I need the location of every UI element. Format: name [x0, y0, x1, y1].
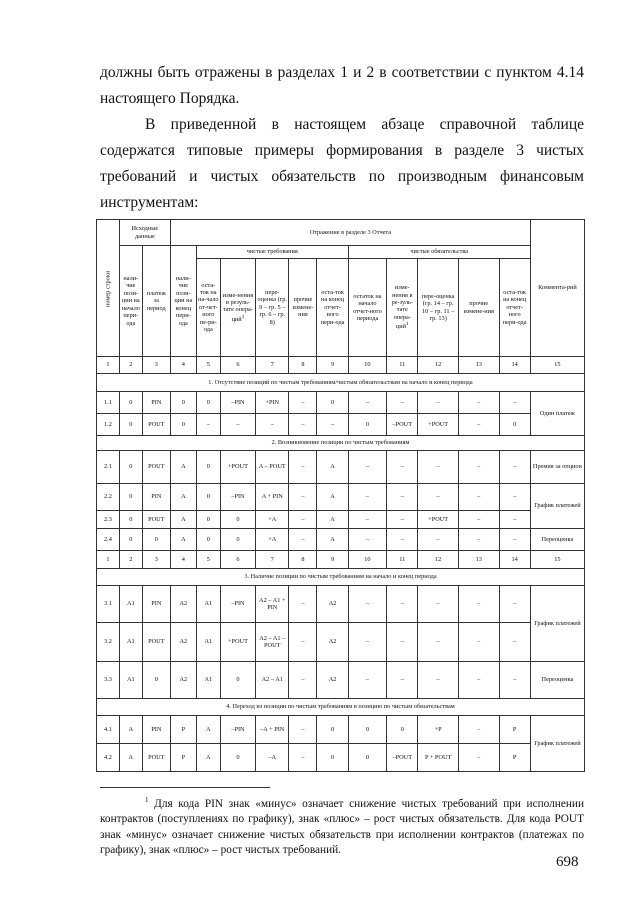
table-cell: –: [348, 392, 386, 414]
table-cell: 0: [220, 511, 255, 529]
table-cell: +POUT: [220, 451, 255, 484]
table-cell: –: [418, 529, 459, 551]
header-claims-end: оста-ток на конец отчет-ного пери-ода: [317, 259, 348, 357]
table-cell: –: [289, 451, 317, 484]
table-cell: P: [170, 744, 196, 772]
column-number-cell: 7: [256, 357, 289, 374]
table-cell: 0: [196, 392, 220, 414]
header-presence-start: нали-чие пози-ции на начало пери-ода: [119, 246, 142, 357]
table-cell: A: [119, 744, 142, 772]
footnote: [100, 793, 584, 859]
column-number-cell: 14: [499, 551, 530, 569]
column-number-cell: 13: [458, 357, 499, 374]
table-cell: –: [458, 529, 499, 551]
table-cell: –: [348, 623, 386, 662]
table-cell: A2: [317, 623, 348, 662]
column-number-cell: 9: [317, 357, 348, 374]
table-cell: A: [196, 716, 220, 744]
table-cell: 0: [348, 716, 386, 744]
table-cell: –: [458, 716, 499, 744]
row-number-cell: 3.3: [97, 662, 120, 699]
row-number-cell: 2.2: [97, 484, 120, 511]
table-cell: 0: [317, 392, 348, 414]
table-cell: 0: [119, 414, 142, 436]
header-liab-other: прочие измене-ния: [458, 259, 499, 357]
table-cell: –: [348, 511, 386, 529]
table-cell: 0: [119, 484, 142, 511]
row-number-cell: 1.1: [97, 392, 120, 414]
table-cell: +POUT: [418, 414, 459, 436]
table-cell: A2: [170, 623, 196, 662]
table-cell: 0: [170, 414, 196, 436]
table-cell: –POUT: [387, 744, 418, 772]
row-number-cell: 2.3: [97, 511, 120, 529]
table-cell: –PIN: [220, 392, 255, 414]
table-row: [97, 529, 585, 551]
table-cell: A1: [196, 662, 220, 699]
comment-cell: График платежей: [530, 484, 584, 529]
table-cell: –: [387, 451, 418, 484]
table-cell: –: [289, 623, 317, 662]
section-1-title: 1. Отсутствие позиций по чистым требованиям/чистым обязательствам на начало и конец периода: [97, 374, 585, 392]
table-cell: A2: [170, 586, 196, 623]
header-row-number: номер строки: [97, 220, 120, 357]
table-cell: 0: [348, 744, 386, 772]
column-number-cell: 12: [418, 551, 459, 569]
column-number-cell: 6: [220, 551, 255, 569]
table-cell: 0: [119, 511, 142, 529]
column-number-row: [97, 551, 585, 569]
table-cell: 0: [220, 744, 255, 772]
table-cell: POUT: [142, 414, 170, 436]
table-cell: 0: [317, 716, 348, 744]
table-cell: –: [499, 484, 530, 511]
table-cell: 0: [220, 662, 255, 699]
table-cell: –: [458, 484, 499, 511]
table-cell: POUT: [142, 744, 170, 772]
footnote-text: Для кода PIN знак «минус» означает снижение чистых требований при исполнении контрактов (поступлениях по графику), знак «плюс» – рост чистых обязательств. Для кода POUT знак «минус» означает снижение чистых обязательств при исполнении контрактов (платежах по графику), знак «плюс» – рост чистых требований.: [100, 797, 584, 857]
table-cell: –: [317, 414, 348, 436]
table-cell: 0: [119, 392, 142, 414]
column-number-cell: 8: [289, 551, 317, 569]
table-cell: A: [170, 529, 196, 551]
paragraph-continuation: должны быть отражены в разделах 1 и 2 в соответствии с пунктом 4.14 настоящего Порядка.: [100, 64, 584, 107]
header-liab-revaluation: пере-оценка (гр. 14 – гр. 10 – гр. 11 – гр. 13): [418, 259, 459, 357]
row-number-cell: 3.1: [97, 586, 120, 623]
footnote-mark: 1: [145, 796, 149, 804]
table-cell: A2 – A1: [256, 662, 289, 699]
column-number-cell: 15: [530, 357, 584, 374]
table-cell: PIN: [142, 716, 170, 744]
column-number-row: [97, 357, 585, 374]
table-cell: 0: [499, 414, 530, 436]
table-cell: 0: [142, 529, 170, 551]
table-cell: –: [348, 529, 386, 551]
table-cell: –: [499, 623, 530, 662]
table-cell: –PIN: [220, 484, 255, 511]
table-cell: PIN: [142, 392, 170, 414]
table-cell: A: [170, 484, 196, 511]
table-cell: –: [499, 392, 530, 414]
header-claims-ops: изме-нения в резуль-тате опера-ций$^1$: [220, 259, 255, 357]
table-cell: +A: [256, 529, 289, 551]
table-cell: 0: [348, 414, 386, 436]
header-reflection: Отражение в разделе 3 Отчета: [170, 220, 530, 246]
table-cell: –: [499, 662, 530, 699]
comment-cell: Переоценка: [530, 529, 584, 551]
table-cell: A: [170, 451, 196, 484]
table-cell: –: [458, 586, 499, 623]
table-row: [97, 484, 585, 511]
table-cell: A: [119, 716, 142, 744]
header-claims-revaluation: пере-оценка (гр. 9 – гр. 5 – гр. 6 – гр. 8): [256, 259, 289, 357]
column-number-cell: 4: [170, 551, 196, 569]
table-cell: A – POUT: [256, 451, 289, 484]
table-cell: 0: [196, 484, 220, 511]
table-cell: –: [220, 414, 255, 436]
table-cell: –: [289, 511, 317, 529]
table-cell: PIN: [142, 586, 170, 623]
table-cell: A: [196, 744, 220, 772]
column-number-cell: 14: [499, 357, 530, 374]
table-cell: POUT: [142, 511, 170, 529]
table-cell: A1: [119, 662, 142, 699]
column-number-cell: 3: [142, 357, 170, 374]
column-number-cell: 10: [348, 357, 386, 374]
table-cell: 0: [119, 529, 142, 551]
column-number-cell: 13: [458, 551, 499, 569]
table-row: [97, 716, 585, 744]
header-net-liabilities: чистые обязательства: [348, 246, 530, 259]
table-cell: +PIN: [256, 392, 289, 414]
table-cell: A2: [317, 586, 348, 623]
table-cell: –: [348, 586, 386, 623]
table-cell: 0: [196, 451, 220, 484]
table-cell: –: [418, 623, 459, 662]
table-cell: –: [458, 451, 499, 484]
table-cell: A1: [119, 586, 142, 623]
table-cell: –POUT: [387, 414, 418, 436]
table-row: [97, 451, 585, 484]
table-cell: –: [348, 451, 386, 484]
table-cell: –: [387, 529, 418, 551]
table-cell: A: [170, 511, 196, 529]
row-number-cell: 4.2: [97, 744, 120, 772]
table-cell: –: [387, 511, 418, 529]
column-number-cell: 12: [418, 357, 459, 374]
comment-cell: График платежей: [530, 586, 584, 662]
column-number-cell: 4: [170, 357, 196, 374]
table-cell: –PIN: [220, 716, 255, 744]
table-cell: –: [289, 716, 317, 744]
column-number-cell: 9: [317, 551, 348, 569]
header-net-claims: чистые требования: [196, 246, 348, 259]
comment-cell: Один платеж: [530, 392, 584, 436]
column-number-cell: 2: [119, 551, 142, 569]
row-number-cell: 2.1: [97, 451, 120, 484]
table-cell: PIN: [142, 484, 170, 511]
column-number-cell: 5: [196, 551, 220, 569]
table-cell: A1: [196, 586, 220, 623]
table-cell: A: [317, 451, 348, 484]
table-cell: +POUT: [418, 511, 459, 529]
column-number-cell: 6: [220, 357, 255, 374]
table-cell: –: [458, 662, 499, 699]
column-number-cell: 7: [256, 551, 289, 569]
row-number-cell: 1.2: [97, 414, 120, 436]
table-cell: A: [317, 529, 348, 551]
footnote-divider: [100, 787, 270, 788]
column-number-cell: 1: [97, 551, 120, 569]
table-row: [97, 586, 585, 623]
column-number-cell: 11: [387, 357, 418, 374]
table-cell: A + PIN: [256, 484, 289, 511]
column-number-cell: 10: [348, 551, 386, 569]
table-cell: A1: [119, 623, 142, 662]
table-cell: 0: [142, 662, 170, 699]
table-cell: 0: [196, 529, 220, 551]
table-cell: –: [289, 744, 317, 772]
header-presence-end: нали-чие пози-ции на конец пери-ода: [170, 246, 196, 357]
table-cell: –A + PIN: [256, 716, 289, 744]
header-claims-start: оста-ток на на-чало от-чет-ного пе-ри-ода: [196, 259, 220, 357]
row-number-cell: 4.1: [97, 716, 120, 744]
comment-cell: График платежей: [530, 716, 584, 772]
column-number-cell: 8: [289, 357, 317, 374]
header-comment: Коммента-рий: [530, 220, 584, 357]
table-cell: A2: [170, 662, 196, 699]
column-number-cell: 3: [142, 551, 170, 569]
comment-cell: Премия за опцион: [530, 451, 584, 484]
table-cell: +A: [256, 511, 289, 529]
table-cell: –: [458, 511, 499, 529]
section-2-title: 2. Возникновение позиции по чистым требованиям: [97, 436, 585, 451]
paragraph-intro: В приведенной в настоящем абзаце справочной таблице содержатся типовые примеры формирования в разделе 3 чистых требований и чистых обязательств по производным финансовым инструментам:: [100, 116, 584, 211]
table-row: [97, 744, 585, 772]
table-cell: –: [256, 414, 289, 436]
table-row: [97, 623, 585, 662]
column-number-cell: 5: [196, 357, 220, 374]
header-claims-other: прочие измене-ния: [289, 259, 317, 357]
reference-table: [96, 219, 585, 772]
header-liab-ops: изме-нения в ре-зуль-тате опера-ций$^1$: [387, 259, 418, 357]
table-cell: –: [387, 484, 418, 511]
comment-cell: Переоценка: [530, 662, 584, 699]
table-cell: –: [348, 484, 386, 511]
table-cell: –: [458, 392, 499, 414]
table-cell: –PIN: [220, 586, 255, 623]
table-cell: –: [289, 586, 317, 623]
page-number: 698: [556, 854, 579, 870]
table-cell: –: [387, 623, 418, 662]
table-cell: –: [499, 451, 530, 484]
table-cell: –: [196, 414, 220, 436]
table-cell: –: [348, 662, 386, 699]
table-cell: A: [317, 511, 348, 529]
table-cell: –: [418, 451, 459, 484]
table-cell: POUT: [142, 623, 170, 662]
table-cell: +P: [418, 716, 459, 744]
table-cell: –: [499, 529, 530, 551]
table-cell: A2 – A1 – POUT: [256, 623, 289, 662]
header-liab-end: оста-ток на конец отчет-ного пери-ода: [499, 259, 530, 357]
table-cell: 0: [317, 744, 348, 772]
table-cell: –: [499, 586, 530, 623]
table-cell: 0: [196, 511, 220, 529]
table-cell: A2: [317, 662, 348, 699]
table-cell: –: [418, 662, 459, 699]
table-cell: –: [289, 529, 317, 551]
table-cell: –: [289, 662, 317, 699]
table-cell: –: [289, 484, 317, 511]
table-cell: –A: [256, 744, 289, 772]
table-cell: –: [289, 414, 317, 436]
table-cell: –: [289, 392, 317, 414]
table-cell: –: [418, 484, 459, 511]
column-number-cell: 11: [387, 551, 418, 569]
table-row: [97, 511, 585, 529]
table-cell: +POUT: [220, 623, 255, 662]
column-number-cell: 1: [97, 357, 120, 374]
table-cell: 0: [220, 529, 255, 551]
table-cell: –: [499, 511, 530, 529]
table-cell: POUT: [142, 451, 170, 484]
table-row: [97, 662, 585, 699]
table-cell: P: [499, 744, 530, 772]
table-cell: A: [317, 484, 348, 511]
section-3-title: 3. Наличие позиции по чистым требованиям на начало и конец периода: [97, 569, 585, 586]
header-liab-start: остаток на начало отчет-ного периода: [348, 259, 386, 357]
table-cell: –: [387, 662, 418, 699]
table-cell: A1: [196, 623, 220, 662]
table-cell: A2 – A1 + PIN: [256, 586, 289, 623]
table-cell: –: [458, 414, 499, 436]
table-cell: 0: [387, 716, 418, 744]
table-cell: –: [458, 744, 499, 772]
header-payment: платеж за период: [142, 246, 170, 357]
table-cell: P: [170, 716, 196, 744]
row-number-cell: 3.2: [97, 623, 120, 662]
table-row: [97, 392, 585, 414]
table-cell: P: [499, 716, 530, 744]
header-initial-data: Исходные данные: [119, 220, 170, 246]
table-cell: –: [387, 392, 418, 414]
section-4-title: 4. Переход из позиции по чистым требованиям в позицию по чистым обязательствам: [97, 699, 585, 716]
table-cell: 0: [170, 392, 196, 414]
table-cell: –: [387, 586, 418, 623]
table-cell: 0: [119, 451, 142, 484]
column-number-cell: 2: [119, 357, 142, 374]
row-number-cell: 2.4: [97, 529, 120, 551]
column-number-cell: 15: [530, 551, 584, 569]
table-cell: P + POUT: [418, 744, 459, 772]
table-cell: –: [418, 392, 459, 414]
table-cell: –: [458, 623, 499, 662]
table-cell: –: [418, 586, 459, 623]
table-row: [97, 414, 585, 436]
